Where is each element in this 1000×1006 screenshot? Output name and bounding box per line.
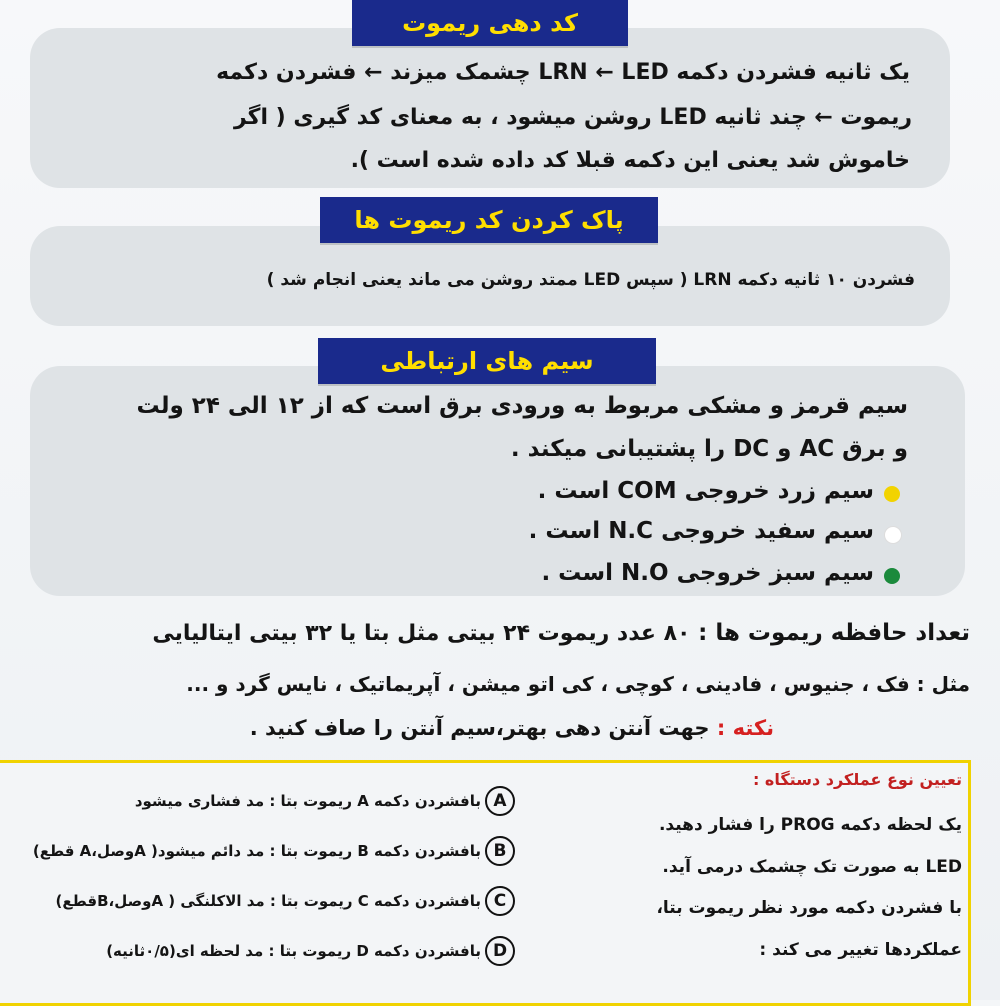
letter-c-circle-icon: C bbox=[485, 886, 515, 916]
mode-item-b-text: بافشردن دکمه B ریموت بتا : مد دائم میشود( Aوصل،A قطع) bbox=[32, 842, 481, 860]
mode-item-a bbox=[135, 786, 515, 816]
mode-item-d bbox=[106, 936, 515, 966]
mode-item-d-text: بافشردن دکمه D ریموت بتا : مد لحظه ای(۰/۵ثانیه) bbox=[106, 942, 481, 960]
clear-codes-line: فشردن ۱۰ ثانیه دکمه LRN ( سپس LED ممتد روشن می ماند یعنی انجام شد ) bbox=[266, 270, 915, 290]
remote-coding-title: کد دهی ریموت bbox=[352, 0, 628, 46]
mode-item-b bbox=[33, 836, 515, 866]
mode-step-4: عملکردها تغییر می کند : bbox=[759, 940, 962, 960]
memory-line bbox=[152, 620, 970, 646]
remote-coding-line-1: یک ثانیه فشردن دکمه LRN ← LED چشمک میزند ← فشردن دکمه bbox=[216, 60, 910, 85]
note-line bbox=[250, 716, 774, 740]
connection-wires-title: سیم های ارتباطی bbox=[318, 338, 656, 384]
mode-item-c-text: بافشردن دکمه C ریموت بتا : مد الاکلنگی ( Aوصل،Bقطع) bbox=[55, 892, 481, 910]
mode-item-c bbox=[56, 886, 515, 916]
letter-b-circle-icon: B bbox=[485, 836, 515, 866]
remote-coding-line-2: ریموت ← چند ثانیه LED روشن میشود ، به معنای کد گیری ( اگر bbox=[234, 105, 912, 130]
yellow-wire-line: سیم زرد خروجی COM است . bbox=[537, 478, 874, 504]
mode-step-2: LED به صورت تک چشمک درمی آید. bbox=[662, 857, 962, 877]
letter-a-circle-icon: A bbox=[485, 786, 515, 816]
memory-label: تعداد حافظه ریموت ها : bbox=[698, 620, 970, 646]
memory-value: ۸۰ عدد ریموت ۲۴ بیتی مثل بتا یا ۳۲ بیتی ایتالیایی bbox=[152, 621, 691, 646]
mode-step-1: یک لحظه دکمه PROG را فشار دهید. bbox=[658, 815, 962, 835]
remote-coding-line-3: خاموش شد یعنی این دکمه قبلا کد داده شده است ). bbox=[350, 148, 910, 173]
note-text: جهت آنتن دهی بهتر،سیم آنتن را صاف کنید . bbox=[249, 716, 710, 740]
green-wire-dot-icon bbox=[884, 568, 900, 584]
yellow-wire-dot-icon bbox=[884, 486, 900, 502]
white-wire-line: سیم سفید خروجی N.C است . bbox=[528, 518, 874, 544]
green-wire-line: سیم سبز خروجی N.O است . bbox=[541, 560, 874, 586]
device-mode-title: تعیین نوع عملکرد دستگاه : bbox=[752, 770, 962, 789]
note-label: نکته : bbox=[716, 716, 774, 740]
clear-codes-title: پاک کردن کد ریموت ها bbox=[320, 197, 658, 243]
power-input-line: سیم قرمز و مشکی مربوط به ورودی برق است که از ۱۲ الی ۲۴ ولت bbox=[136, 393, 908, 419]
memory-brands-line: مثل : فک ، جنیوس ، فادینی ، کوچی ، کی اتو میشن ، آپریماتیک ، نایس گرد و ... bbox=[186, 672, 970, 696]
white-wire-dot-icon bbox=[884, 526, 902, 544]
mode-step-3: با فشردن دکمه مورد نظر ریموت بتا، bbox=[656, 898, 962, 918]
power-support-line: و برق AC و DC را پشتیبانی میکند . bbox=[510, 436, 908, 462]
mode-item-a-text: بافشردن دکمه A ریموت بتا : مد فشاری میشود bbox=[134, 792, 481, 810]
letter-d-circle-icon: D bbox=[485, 936, 515, 966]
